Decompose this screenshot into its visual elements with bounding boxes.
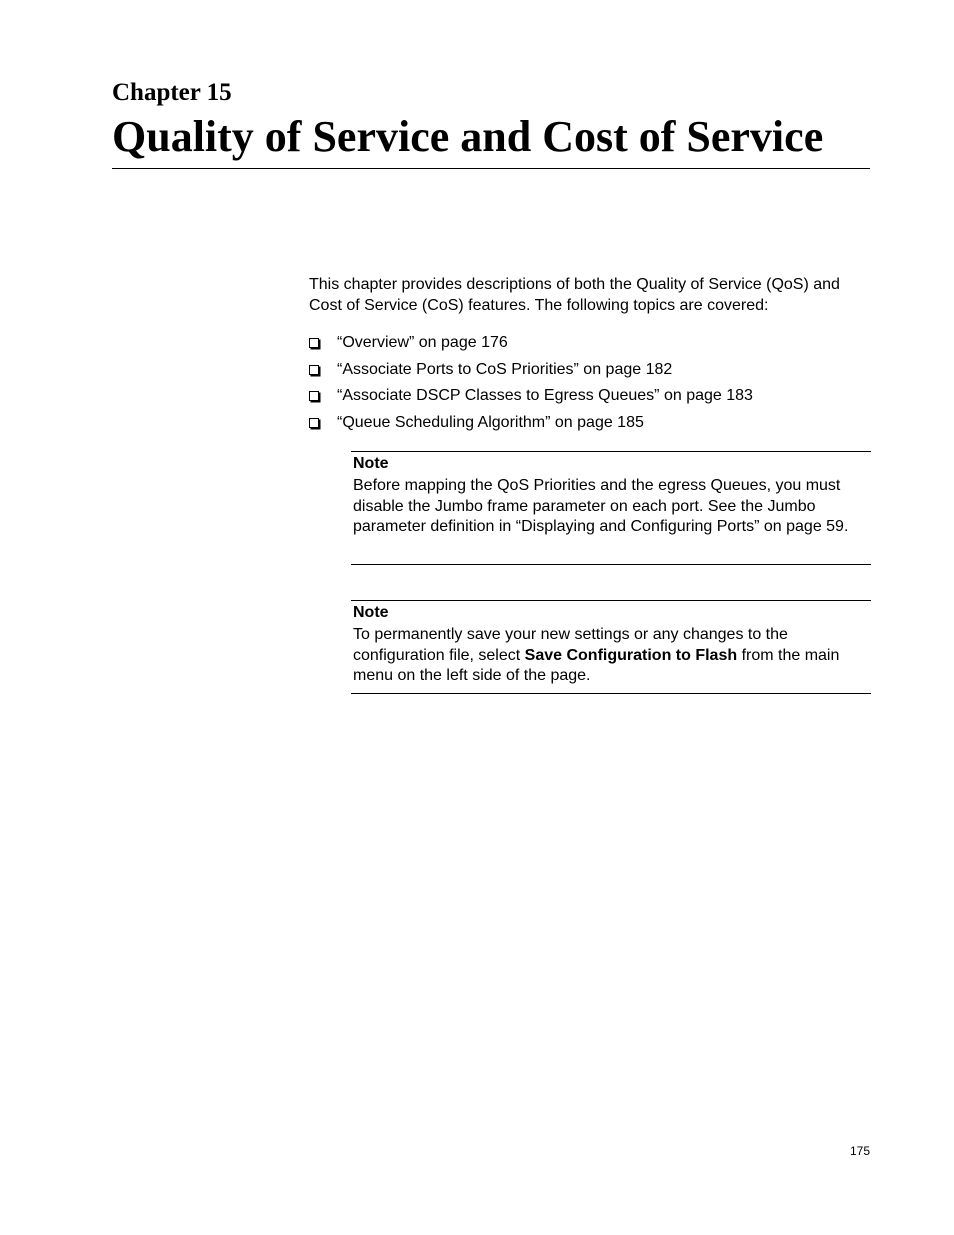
topic-item-dscp-classes bbox=[309, 385, 753, 412]
note-heading: Note bbox=[353, 604, 389, 621]
checkbox-bullet-icon bbox=[309, 365, 319, 375]
chapter-label: Chapter 15 bbox=[112, 79, 232, 106]
intro-paragraph: This chapter provides descriptions of both the Quality of Service (QoS) and Cost of Service (CoS) features. The following topics are covered: bbox=[309, 276, 840, 314]
topic-link-queue-scheduling[interactable]: “Queue Scheduling Algorithm” on page 185 bbox=[337, 414, 644, 432]
title-divider bbox=[112, 168, 870, 169]
note-body bbox=[353, 625, 869, 687]
topic-link-dscp-classes[interactable]: “Associate DSCP Classes to Egress Queues” on page 183 bbox=[337, 387, 753, 405]
checkbox-bullet-icon bbox=[309, 418, 319, 428]
topic-link-cos-priorities[interactable]: “Associate Ports to CoS Priorities” on page 182 bbox=[337, 360, 673, 378]
chapter-title: Quality of Service and Cost of Service bbox=[112, 112, 824, 161]
page-number: 175 bbox=[849, 1144, 870, 1158]
note-body-text-end: from the main menu on the left side of the page. bbox=[353, 646, 840, 684]
note-save-configuration bbox=[351, 600, 871, 694]
note-heading: Note bbox=[353, 455, 389, 472]
topic-link-overview[interactable]: “Overview” on page 176 bbox=[337, 334, 508, 351]
note-body: Before mapping the QoS Priorities and the egress Queues, you must disable the Jumbo frame parameter on each port. See the Jumbo parameter definition in “Displaying and Configuring Ports” on page 59. bbox=[353, 477, 849, 535]
topic-list bbox=[309, 332, 753, 439]
save-configuration-emphasis: Save Configuration to Flash bbox=[524, 646, 738, 664]
note-body-text-start: To permanently save your new settings or any changes to the configuration file, select bbox=[353, 626, 788, 664]
checkbox-bullet-icon bbox=[309, 338, 319, 348]
topic-item-queue-scheduling bbox=[309, 412, 753, 439]
note-jumbo-frame bbox=[351, 451, 871, 565]
topic-item-overview bbox=[309, 332, 753, 359]
topic-item-cos-priorities bbox=[309, 359, 753, 386]
checkbox-bullet-icon bbox=[309, 391, 319, 401]
